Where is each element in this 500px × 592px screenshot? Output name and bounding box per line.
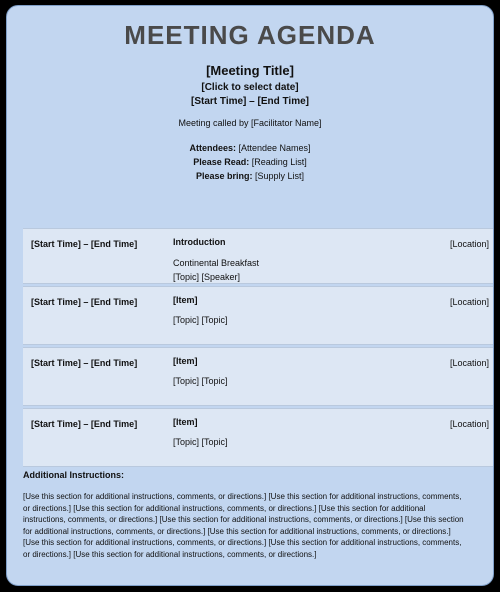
agenda-page	[6, 5, 494, 586]
page-title: MEETING AGENDA	[124, 20, 376, 50]
attendees-value[interactable]: [Attendee Names]	[235, 143, 311, 153]
supplies-label: Please bring:	[195, 171, 253, 181]
supplies-line	[7, 171, 493, 181]
meeting-title-field[interactable]: [Meeting Title]	[206, 63, 294, 78]
attendees-line	[7, 143, 493, 153]
agenda-time[interactable]: [Start Time] – [End Time]	[31, 297, 138, 307]
agenda-item-people[interactable]: [Topic] [Topic]	[173, 315, 228, 325]
agenda-item-title[interactable]: [Item]	[173, 417, 198, 427]
reading-label: Please Read:	[193, 157, 250, 167]
called-by-line[interactable]: Meeting called by [Facilitator Name]	[178, 118, 322, 128]
agenda-item-people[interactable]: [Topic] [Topic]	[173, 376, 228, 386]
agenda-time[interactable]: [Start Time] – [End Time]	[31, 239, 138, 249]
agenda-location[interactable]: [Location]	[449, 297, 489, 307]
supplies-value[interactable]: [Supply List]	[252, 171, 305, 181]
agenda-item-title[interactable]: Introduction	[173, 237, 226, 247]
agenda-row	[23, 228, 493, 284]
agenda-location[interactable]: [Location]	[449, 358, 489, 368]
reading-line	[7, 157, 493, 167]
agenda-time[interactable]: [Start Time] – [End Time]	[31, 419, 138, 429]
agenda-item-subtitle[interactable]: Continental Breakfast	[173, 258, 260, 268]
agenda-location[interactable]: [Location]	[449, 239, 489, 249]
agenda-item-title[interactable]: [Item]	[173, 356, 198, 366]
attendees-label: Attendees:	[189, 143, 236, 153]
agenda-row	[23, 286, 493, 345]
agenda-row	[23, 347, 493, 406]
reading-value[interactable]: [Reading List]	[249, 157, 307, 167]
additional-instructions-heading: Additional Instructions:	[23, 470, 124, 480]
agenda-item-people[interactable]: [Topic] [Topic]	[173, 437, 228, 447]
meeting-time-field[interactable]: [Start Time] – [End Time]	[191, 96, 309, 107]
additional-instructions-text[interactable]: [Use this section for additional instructions, comments, or directions.] [Use this section for additional instructions, comments, or directions.] [Use this section for additional instructions, comments, or directions.] [Use this section for additional instructions, comments, or directions.] [Use this section for additional instructions, comments, or directions.] [Use this section for additional instructions, comments, or directions.] [Use this section for additional instructions, comments, or directions.] [Use this section for additional instructions, comments, or directions.] [Use this section for additional instructions, comments, or directions.] [Use this section for additional instructions, comments, or directions.]	[23, 492, 464, 559]
agenda-table	[23, 228, 493, 469]
agenda-item-people[interactable]: [Topic] [Speaker]	[173, 272, 241, 282]
agenda-time[interactable]: [Start Time] – [End Time]	[31, 358, 138, 368]
agenda-location[interactable]: [Location]	[449, 419, 489, 429]
agenda-item-title[interactable]: [Item]	[173, 295, 198, 305]
date-picker-field[interactable]: [Click to select date]	[201, 82, 299, 93]
agenda-row	[23, 408, 493, 467]
